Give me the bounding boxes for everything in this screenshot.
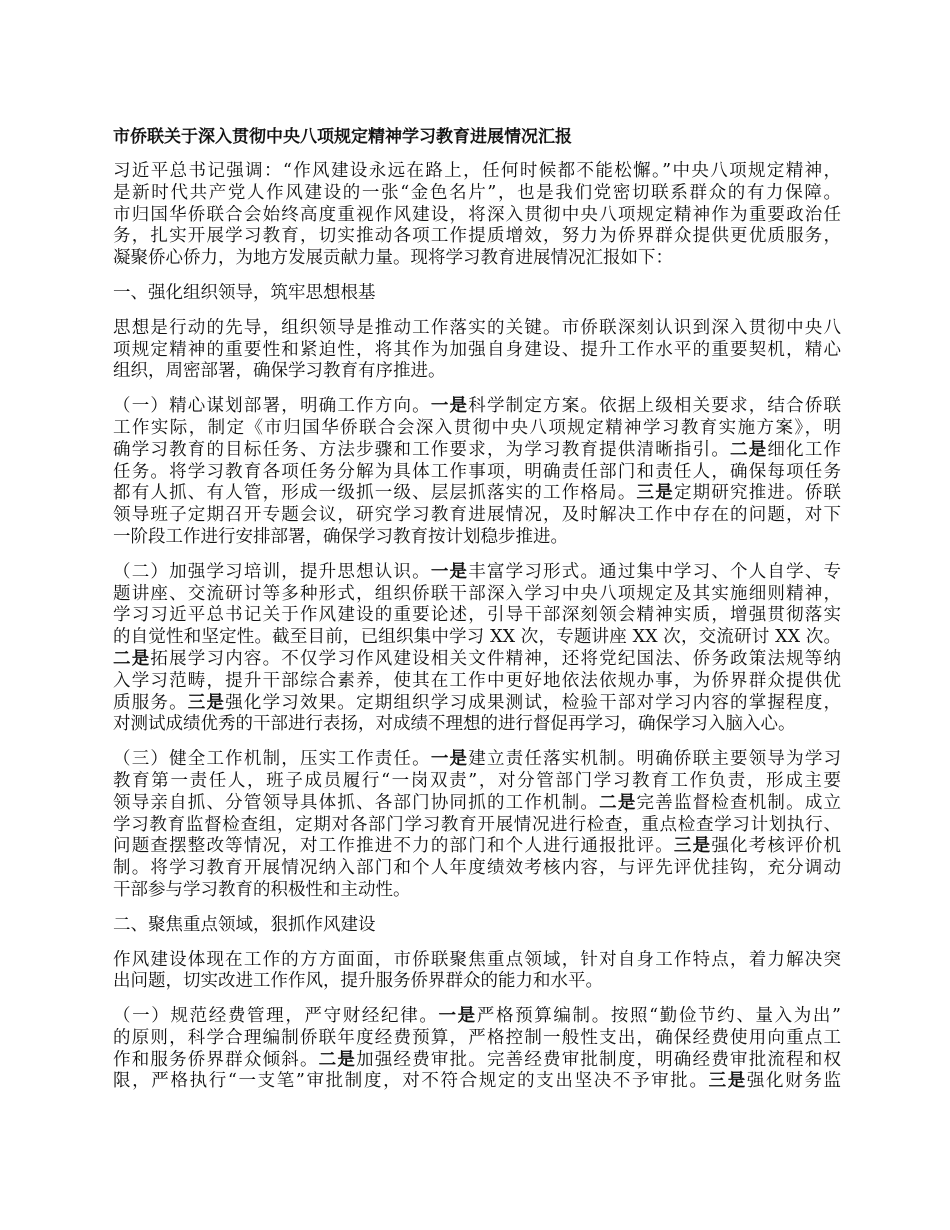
text-line	[113, 605, 841, 627]
text-segment: 题讲座、交流研讨等多种形式，组织侨联干部深入学习中央八项规定及其实施细则精神，	[113, 583, 841, 604]
text-line	[113, 671, 841, 693]
bold-keyword: 二是	[113, 648, 151, 669]
bold-keyword: 二是	[318, 1049, 357, 1070]
text-segment: 一阶段工作进行安排部署，确保学习教育按计划稳步推进。	[113, 526, 568, 547]
text-line	[113, 340, 841, 362]
bold-keyword: 三是	[636, 483, 674, 504]
text-segment: 习近平总书记强调：“作风建设永远在路上，任何时候都不能松懈。”中央八项规定精神，	[113, 161, 841, 181]
text-line	[113, 1006, 841, 1028]
text-line	[113, 161, 841, 183]
text-line	[113, 915, 841, 937]
text-line	[113, 318, 841, 340]
text-line	[113, 950, 841, 972]
text-segment: 丰富学习形式。通过集中学习、个人自学、专	[468, 561, 842, 582]
text-line	[113, 1050, 841, 1072]
text-segment: 干部参与学习教育的积极性和主动性。	[113, 879, 411, 900]
body-paragraph	[113, 161, 841, 270]
text-line	[113, 627, 841, 649]
bold-keyword: 一是	[430, 396, 469, 417]
text-segment: 入学习范畴，提升干部综合素养，使其在工作中更好地依法依规办事，为侨界群众提供优	[113, 670, 841, 691]
text-segment: 强化财务监	[746, 1071, 841, 1092]
text-segment: 质服务。	[113, 692, 188, 713]
section-heading	[113, 915, 841, 937]
section-heading	[113, 283, 841, 305]
text-line	[113, 793, 841, 815]
text-line	[113, 749, 841, 771]
text-segment: 领导亲自抓、分管领导具体抓、各部门协同抓的工作机制。	[113, 792, 600, 813]
text-segment: 定期研究推进。侨联	[673, 483, 842, 504]
bold-keyword: 三是	[708, 1071, 747, 1092]
body-paragraph	[113, 318, 841, 383]
text-line	[113, 361, 841, 383]
text-line	[113, 440, 841, 462]
text-line	[113, 714, 841, 736]
body-paragraph	[113, 396, 841, 549]
text-segment: 加强经费审批。完善经费审批制度，明确经费审批流程和权	[356, 1049, 842, 1070]
document-page	[113, 126, 841, 1106]
text-segment: 项规定精神的重要性和紧迫性，将其作为加强自身建设、提升工作水平的重要契机，精心	[113, 339, 841, 360]
text-segment: 完善监督检查机制。成立	[636, 792, 842, 813]
text-segment: 的自觉性和坚定性。截至目前，已组织集中学习 XX 次，专题讲座 XX 次，交流研讨 XX 次。	[113, 627, 841, 648]
text-segment: 强化考核评价机	[711, 836, 842, 857]
text-segment: 强化学习效果。定期组织学习成果测试，检验干部对学习内容的掌握程度，	[225, 692, 842, 713]
text-segment: 学习习近平总书记关于作风建设的重要论述，引导干部深刻领会精神实质，增强贯彻落实	[113, 605, 841, 626]
text-line	[113, 971, 841, 993]
bold-keyword: 三是	[673, 836, 712, 857]
bold-keyword: 二是	[730, 439, 768, 460]
text-line	[113, 483, 841, 505]
text-segment: 组织，周密部署，确保学习教育有序推进。	[113, 361, 446, 382]
body-paragraph	[113, 950, 841, 994]
text-segment: （一）规范经费管理，严守财经纪律。	[113, 1006, 439, 1027]
text-segment: 任务。将学习教育各项任务分解为具体工作事项，明确责任部门和责任人，确保每项任务	[113, 461, 841, 482]
text-line	[113, 205, 841, 227]
text-segment: 问题查摆整改等情况，对工作推进不力的部门和个人进行通报批评。	[113, 836, 674, 857]
text-segment: 确学习教育的目标任务、方法步骤和工作要求，为学习教育提供清晰指引。	[113, 439, 731, 460]
text-segment: 凝聚侨心侨力，为地方发展贡献力量。现将学习教育进展情况汇报如下：	[113, 248, 673, 269]
text-segment: 市归国华侨联合会始终高度重视作风建设，将深入贯彻中央八项规定精神作为重要政治任	[113, 204, 841, 225]
text-segment: （三）健全工作机制，压实工作责任。	[113, 749, 431, 770]
body-paragraph	[113, 749, 841, 902]
text-line	[113, 396, 841, 418]
text-segment: 严格预算编制。按照“勤俭节约、量入为出”	[476, 1006, 842, 1027]
text-segment: 拓展学习内容。不仅学习作风建设相关文件精神，还将党纪国法、侨务政策法规等纳	[150, 648, 842, 669]
text-line	[113, 836, 841, 858]
text-segment: 科学制定方案。依据上级相关要求，结合侨联	[468, 396, 842, 417]
text-segment: 作风建设体现在工作的方方面面，市侨联聚焦重点领域，针对自身工作特点，着力解决突	[113, 949, 841, 970]
text-line	[113, 418, 841, 440]
text-segment: 思想是行动的先导，组织领导是推动工作落实的关键。市侨联深刻认识到深入贯彻中央八	[113, 317, 841, 338]
text-segment: 务，扎实开展学习教育，切实推动各项工作提质增效，努力为侨界群众提供更优质服务，	[113, 226, 841, 247]
text-segment: 工作实际，制定《市归国华侨联合会深入贯彻中央八项规定精神学习教育实施方案》，明	[113, 417, 841, 438]
bold-keyword: 一是	[438, 1006, 477, 1027]
text-line	[113, 462, 841, 484]
text-line	[113, 527, 841, 549]
text-segment: 教育第一责任人，班子成员履行“一岗双责”，对分管部门学习教育工作负责，形成主要	[113, 770, 841, 791]
text-line	[113, 505, 841, 527]
text-segment: 是新时代共产党人作风建设的一张“金色名片”，也是我们党密切联系群众的有力保障。	[113, 182, 841, 203]
text-segment: 作和服务侨界群众倾斜。	[113, 1049, 319, 1070]
bold-keyword: 二是	[599, 792, 637, 813]
text-segment: 建立责任落实机制。明确侨联主要领导为学习	[468, 749, 842, 770]
bold-keyword: 一是	[430, 561, 469, 582]
text-segment: 二、聚焦重点领域，狠抓作风建设	[113, 914, 376, 935]
text-line	[113, 183, 841, 205]
text-line	[113, 1028, 841, 1050]
text-segment: 一、强化组织领导，筑牢思想根基	[113, 282, 376, 303]
text-line	[113, 693, 841, 715]
text-line	[113, 1071, 841, 1093]
text-line	[113, 858, 841, 880]
text-line	[113, 771, 841, 793]
text-line	[113, 562, 841, 584]
text-line	[113, 226, 841, 248]
text-segment: 的原则，科学合理编制侨联年度经费预算，严格控制一般性支出，确保经费使用向重点工	[113, 1027, 841, 1048]
bold-keyword: 一是	[430, 749, 469, 770]
text-segment: 学习教育监督检查组，定期对各部门学习教育开展情况进行检查，重点检查学习计划执行、	[113, 814, 841, 835]
text-line	[113, 584, 841, 606]
text-segment: 都有人抓、有人管，形成一级抓一级、层层抓落实的工作格局。	[113, 483, 637, 504]
text-segment: （二）加强学习培训，提升思想认识。	[113, 561, 431, 582]
text-segment: 对测试成绩优秀的干部进行表扬，对成绩不理想的进行督促再学习，确保学习入脑入心。	[113, 714, 796, 735]
text-segment: 限，严格执行“一支笔”审批制度，对不符合规定的支出坚决不予审批。	[113, 1071, 709, 1092]
text-segment: 领导班子定期召开专题会议，研究学习教育进展情况，及时解决工作中存在的问题，对下	[113, 505, 841, 526]
text-line	[113, 248, 841, 270]
body-paragraph	[113, 562, 841, 736]
text-line	[113, 283, 841, 305]
text-segment: 制。将学习教育开展情况纳入部门和个人年度绩效考核内容，与评先评优挂钩，充分调动	[113, 858, 841, 879]
text-line	[113, 649, 841, 671]
text-line	[113, 880, 841, 902]
text-line	[113, 815, 841, 837]
bold-keyword: 三是	[187, 692, 226, 713]
document-body	[113, 161, 841, 1093]
text-segment: （一）精心谋划部署，明确工作方向。	[113, 396, 431, 417]
text-segment: 细化工作	[767, 439, 842, 460]
text-segment: 出问题，切实改进工作作风，提升服务侨界群众的能力和水平。	[113, 971, 603, 992]
document-title: 市侨联关于深入贯彻中央八项规定精神学习教育进展情况汇报	[113, 127, 572, 147]
body-paragraph	[113, 1006, 841, 1093]
